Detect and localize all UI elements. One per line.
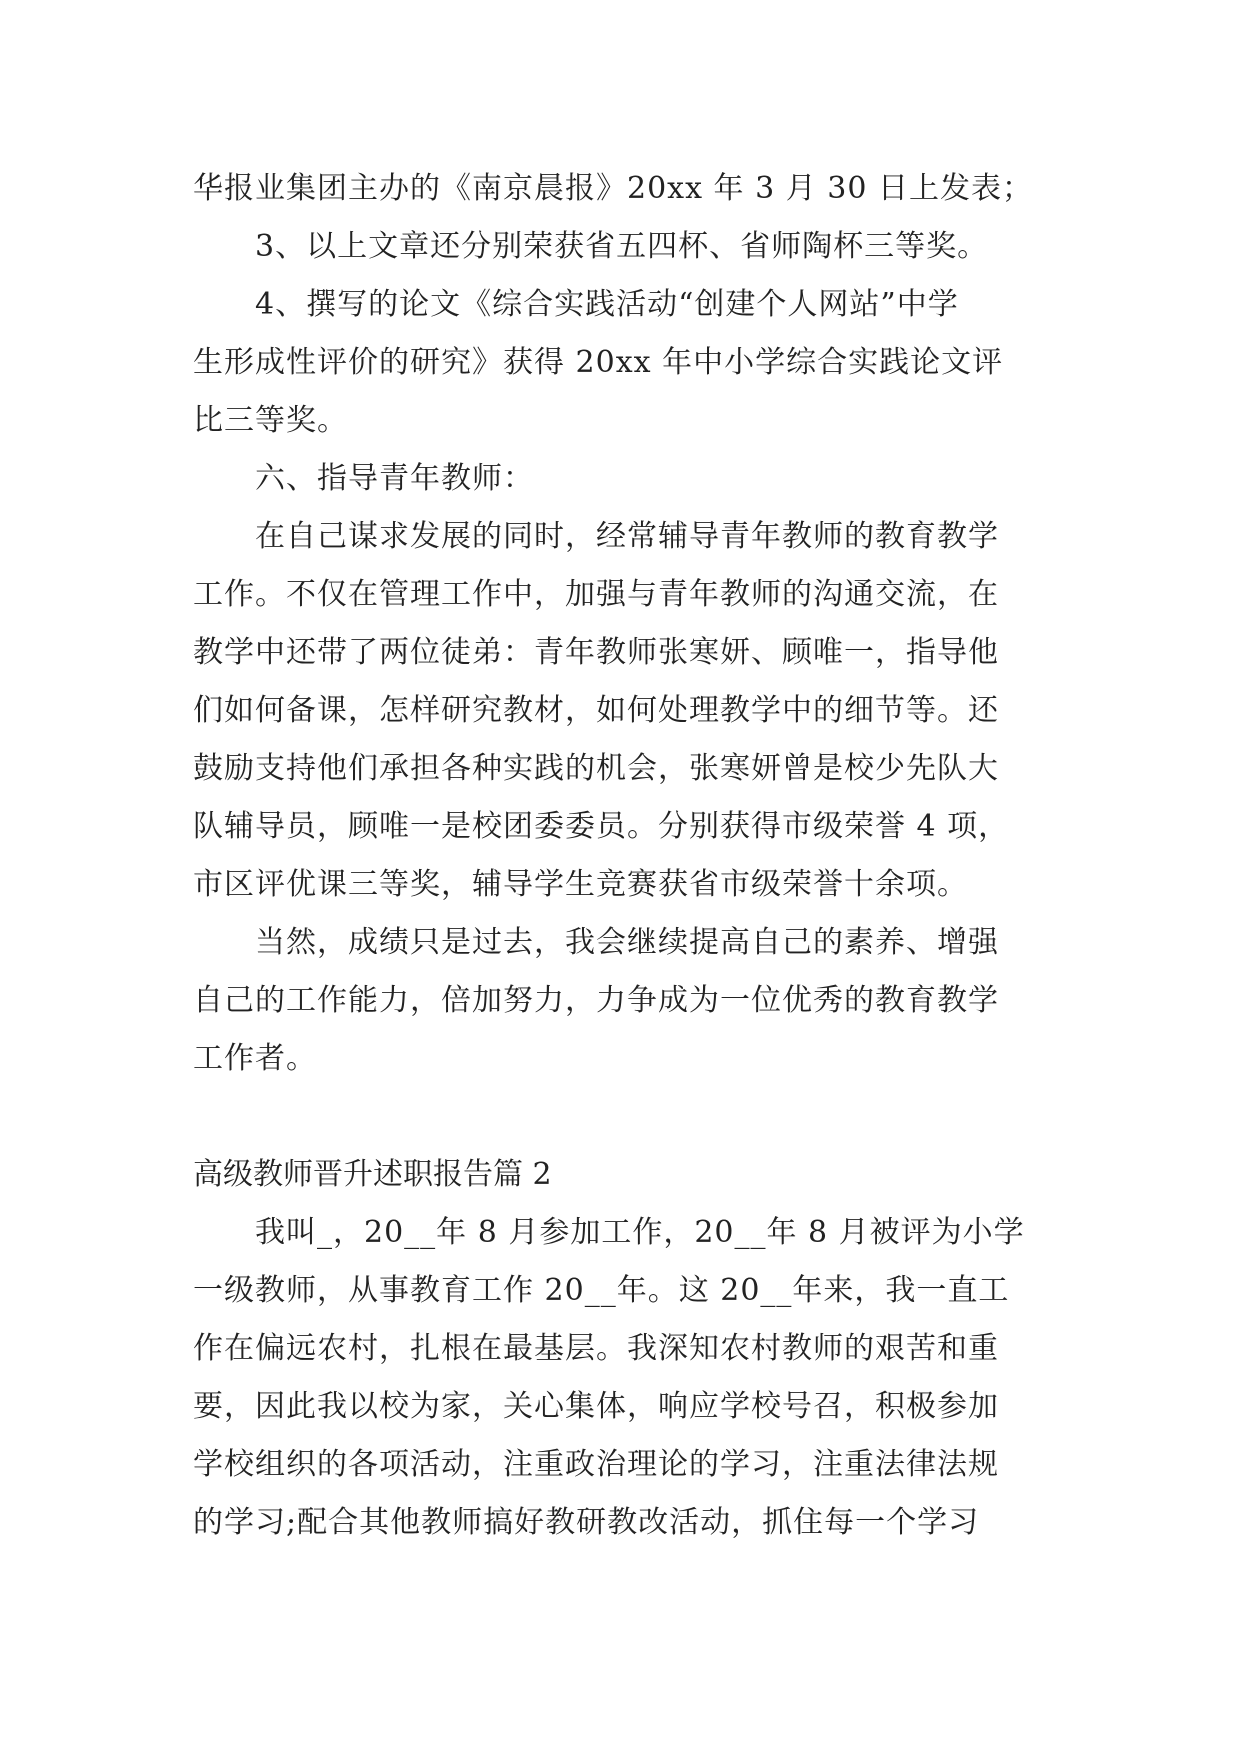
document-body xyxy=(193,160,1063,1552)
text-line: 3、以上文章还分别荣获省五四杯、省师陶杯三等奖。 xyxy=(255,229,989,264)
text-line: 我叫_，20__年 8 月参加工作，20__年 8 月被评为小学 xyxy=(255,1215,1025,1250)
section-title: 高级教师晋升述职报告篇 2 xyxy=(193,1157,552,1192)
section-spacer xyxy=(193,1088,1063,1146)
text-line: 市区评优课三等奖，辅导学生竞赛获省市级荣誉十余项。 xyxy=(193,867,968,902)
text-line: 当然，成绩只是过去，我会继续提高自己的素养、增强 xyxy=(255,925,999,960)
text-line: 的学习;配合其他教师搞好教研教改活动，抓住每一个学习 xyxy=(193,1505,980,1540)
text-line: 教学中还带了两位徒弟：青年教师张寒妍、顾唯一，指导他 xyxy=(193,635,999,670)
text-line: 作在偏远农村，扎根在最基层。我深知农村教师的艰苦和重 xyxy=(193,1331,999,1366)
text-line: 工作。不仅在管理工作中，加强与青年教师的沟通交流，在 xyxy=(193,577,999,612)
text-line: 比三等奖。 xyxy=(193,403,348,438)
text-line: 华报业集团主办的《南京晨报》20xx 年 3 月 30 日上发表； xyxy=(193,171,1033,206)
text-line: 要，因此我以校为家，关心集体，响应学校号召，积极参加 xyxy=(193,1389,999,1424)
text-line: 一级教师，从事教育工作 20__年。这 20__年来，我一直工 xyxy=(193,1273,1010,1308)
text-line: 4、撰写的论文《综合实践活动“创建个人网站”中学 xyxy=(255,287,959,322)
section-heading-guidance: 六、指导青年教师： xyxy=(255,461,534,496)
text-line: 鼓励支持他们承担各种实践的机会，张寒妍曾是校少先队大 xyxy=(193,751,999,786)
text-line: 在自己谋求发展的同时，经常辅导青年教师的教育教学 xyxy=(255,519,999,554)
text-line: 工作者。 xyxy=(193,1041,317,1076)
text-line: 自己的工作能力，倍加努力，力争成为一位优秀的教育教学 xyxy=(193,983,999,1018)
text-line: 生形成性评价的研究》获得 20xx 年中小学综合实践论文评 xyxy=(193,345,1004,380)
text-line: 学校组织的各项活动，注重政治理论的学习，注重法律法规 xyxy=(193,1447,999,1482)
text-line: 队辅导员，顾唯一是校团委委员。分别获得市级荣誉 4 项， xyxy=(193,809,1010,844)
text-line: 们如何备课，怎样研究教材，如何处理教学中的细节等。还 xyxy=(193,693,999,728)
